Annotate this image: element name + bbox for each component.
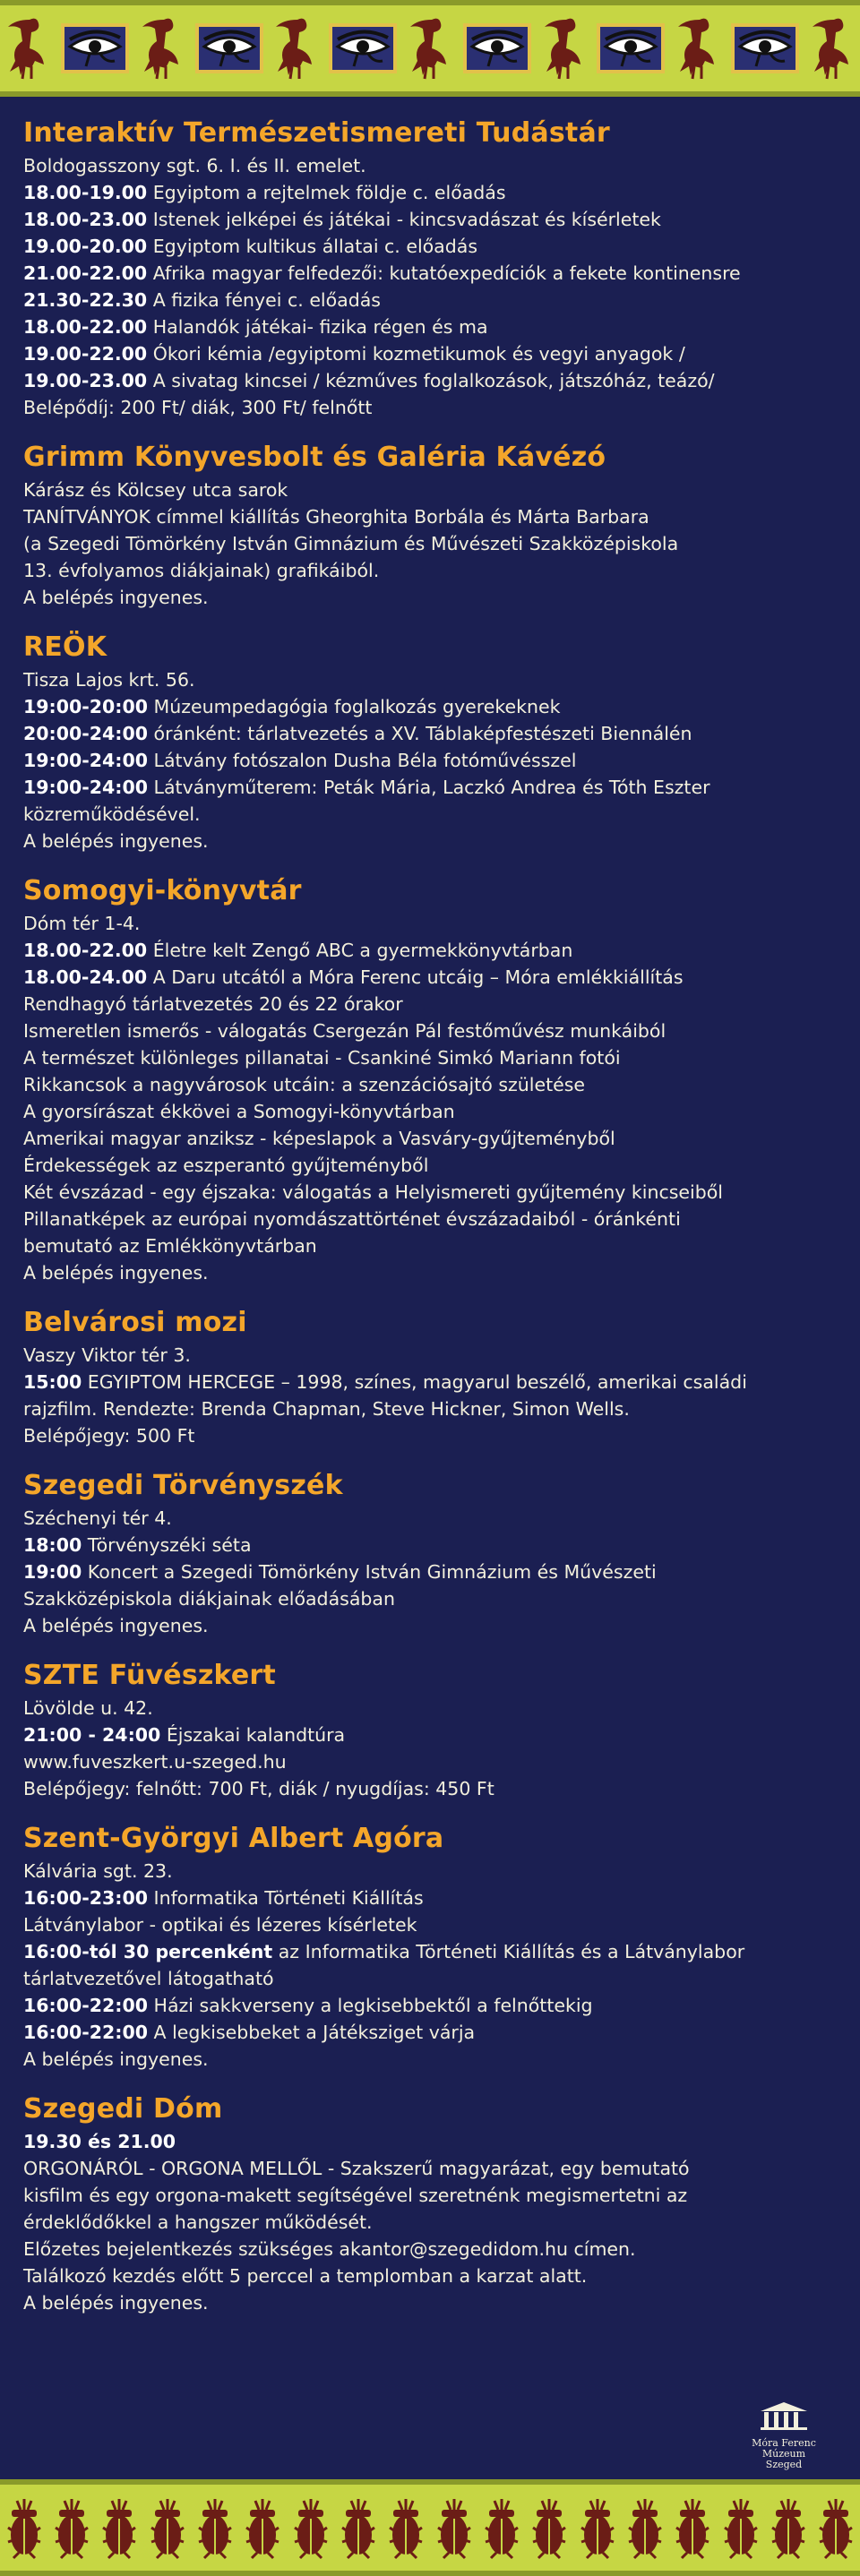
program-text: A belépés ingyenes. xyxy=(23,830,209,852)
program-line xyxy=(23,2263,838,2289)
eye-of-horus-icon xyxy=(327,21,399,75)
venue-section xyxy=(23,2092,838,2316)
museum-logo xyxy=(735,2400,833,2472)
program-text: kisfilm és egy orgona-makett segítségével szeretnénk megismertetni az xyxy=(23,2185,688,2206)
scarab-icon xyxy=(148,2492,187,2563)
program-time: 15:00 xyxy=(23,1371,82,1393)
program-text: Két évszázad - egy éjszaka: válogatás a Helyismereti gyűjtemény kincseiből xyxy=(23,1181,723,1203)
scarab-icon xyxy=(99,2492,139,2563)
program-text: Múzeumpedagógia foglalkozás gyerekeknek xyxy=(153,696,561,717)
scarab-icon xyxy=(578,2492,617,2563)
program-time: 18.00-23.00 xyxy=(23,209,148,230)
scarab-icon xyxy=(673,2492,712,2563)
museum-columns-icon xyxy=(735,2400,833,2438)
program-text: A gyorsírászat ékkövei a Somogyi-könyvtárban xyxy=(23,1101,455,1122)
program-time: 19:00 xyxy=(23,1561,82,1583)
program-text: TANÍTVÁNYOK címmel kiállítás Gheorghita Borbála és Márta Barbara xyxy=(23,506,649,528)
program-text: Ókori kémia /egyiptomi kozmetikumok és vegyi anyagok / xyxy=(152,343,685,365)
scarab-icon xyxy=(195,2492,235,2563)
program-line xyxy=(23,1071,838,1098)
program-text: Vaszy Viktor tér 3. xyxy=(23,1344,191,1366)
venue-section xyxy=(23,874,838,1286)
program-time: 21.00-22.00 xyxy=(23,262,148,284)
program-text: Informatika Történeti Kiállítás xyxy=(153,1887,424,1909)
program-text: A belépés ingyenes. xyxy=(23,1262,209,1284)
program-text: az Informatika Történeti Kiállítás és a Látványlabor xyxy=(278,1941,745,1962)
program-text: A belépés ingyenes. xyxy=(23,1615,209,1636)
program-text: A legkisebbeket a Játéksziget várja xyxy=(153,2022,476,2043)
program-text: Látványműterem: Peták Mária, Laczkó Andrea és Tóth Eszter xyxy=(153,777,710,798)
program-line xyxy=(23,1505,838,1532)
scarab-icon xyxy=(625,2492,665,2563)
program-text: Érdekességek az eszperantó gyűjteményből xyxy=(23,1155,429,1176)
program-line xyxy=(23,2236,838,2263)
program-time: 16:00-23:00 xyxy=(23,1887,149,1909)
program-text: Halandók játékai- fizika régen és ma xyxy=(152,316,488,338)
program-line xyxy=(23,720,838,747)
scarab-icon xyxy=(769,2492,808,2563)
scarab-icon xyxy=(529,2492,569,2563)
program-line xyxy=(23,1152,838,1179)
scarab-icon xyxy=(243,2492,282,2563)
program-line xyxy=(23,1232,838,1259)
program-time: 18:00 xyxy=(23,1534,82,1556)
ibis-icon xyxy=(807,13,857,84)
program-text: Házi sakkverseny a legkisebbektől a felnőttekig xyxy=(153,1995,593,2016)
program-text: (a Szegedi Tömörkény István Gimnázium és Művészeti Szakközépiskola xyxy=(23,533,679,554)
program-line xyxy=(23,179,838,206)
program-text: Kárász és Kölcsey utca sarok xyxy=(23,479,288,501)
program-line xyxy=(23,287,838,313)
program-text: A fizika fényei c. előadás xyxy=(152,289,381,311)
program-line xyxy=(23,2155,838,2182)
venue-title: Szent-Györgyi Albert Agóra xyxy=(23,1823,444,1854)
program-time: 19.30 és 21.00 xyxy=(23,2131,176,2152)
venue-section xyxy=(23,1469,838,1639)
program-time: 19.00-20.00 xyxy=(23,236,148,257)
program-line xyxy=(23,313,838,340)
program-text: ORGONÁRÓL - ORGONA MELLŐL - Szakszerű magyarázat, egy bemutató xyxy=(23,2158,690,2179)
program-line xyxy=(23,233,838,260)
program-line xyxy=(23,747,838,774)
program-line xyxy=(23,1125,838,1152)
program-line xyxy=(23,1695,838,1722)
program-text: Tisza Lajos krt. 56. xyxy=(23,669,195,691)
program-line xyxy=(23,1342,838,1369)
program-time: 16:00-tól 30 percenként xyxy=(23,1941,273,1962)
program-line xyxy=(23,584,838,611)
program-time: 19.00-23.00 xyxy=(23,370,148,391)
program-text: Szakközépiskola diákjainak előadásában xyxy=(23,1588,395,1610)
scarab-icon xyxy=(4,2492,44,2563)
eye-of-horus-icon xyxy=(729,21,801,75)
program-line xyxy=(23,1532,838,1558)
program-text: Pillanatképek az európai nyomdászattörténet évszázadaiból - óránkénti xyxy=(23,1208,681,1230)
program-line xyxy=(23,1179,838,1206)
top-border-band xyxy=(0,0,860,97)
program-text: www.fuveszkert.u-szeged.hu xyxy=(23,1751,287,1773)
program-text: Belépőjegy: 500 Ft xyxy=(23,1425,195,1447)
scarab-icon xyxy=(339,2492,378,2563)
program-time: 20:00-24:00 xyxy=(23,723,149,744)
program-line xyxy=(23,964,838,991)
program-line xyxy=(23,2182,838,2209)
scarab-icon xyxy=(386,2492,426,2563)
program-text: bemutató az Emlékkönyvtárban xyxy=(23,1235,317,1257)
program-line xyxy=(23,1748,838,1775)
program-text: érdeklődőkkel a hangszer működését. xyxy=(23,2211,373,2233)
program-line xyxy=(23,2046,838,2073)
program-line xyxy=(23,557,838,584)
program-text: A természet különleges pillanatai - Csankiné Simkó Mariann fotói xyxy=(23,1047,621,1069)
program-line xyxy=(23,1395,838,1422)
program-line xyxy=(23,152,838,179)
venue-section xyxy=(23,1306,838,1449)
program-line xyxy=(23,340,838,367)
program-line xyxy=(23,2019,838,2046)
scarab-icon xyxy=(816,2492,856,2563)
program-time: 16:00-22:00 xyxy=(23,2022,149,2043)
program-text: Látvány fotószalon Dusha Béla fotóművésszel xyxy=(153,750,577,771)
scarab-icon xyxy=(52,2492,91,2563)
program-text: Rendhagyó tárlatvezetés 20 és 22 órakor xyxy=(23,993,403,1015)
program-text: Belépőjegy: felnőtt: 700 Ft, diák / nyugdíjas: 450 Ft xyxy=(23,1778,494,1799)
program-line xyxy=(23,1938,838,1965)
museum-logo-city: Szeged xyxy=(765,2459,803,2470)
program-line xyxy=(23,530,838,557)
program-line xyxy=(23,1422,838,1449)
program-text: A Daru utcától a Móra Ferenc utcáig – Móra emlékkiállítás xyxy=(152,966,684,988)
program-text: EGYIPTOM HERCEGE – 1998, színes, magyarul beszélő, amerikai családi xyxy=(87,1371,747,1393)
program-line xyxy=(23,1858,838,1885)
program-text: Éjszakai kalandtúra xyxy=(166,1724,346,1746)
museum-logo-name: Móra Ferenc Múzeum xyxy=(752,2437,816,2460)
program-time: 18.00-24.00 xyxy=(23,966,148,988)
scarab-icon xyxy=(434,2492,474,2563)
program-text: Széchenyi tér 4. xyxy=(23,1507,172,1529)
program-line xyxy=(23,394,838,421)
program-text: rajzfilm. Rendezte: Brenda Chapman, Steve Hickner, Simon Wells. xyxy=(23,1398,630,1420)
eye-of-horus-icon xyxy=(461,21,533,75)
program-text: Találkozó kezdés előtt 5 perccel a templomban a karzat alatt. xyxy=(23,2265,588,2287)
program-line xyxy=(23,1558,838,1585)
program-time: 21.30-22.30 xyxy=(23,289,148,311)
program-line xyxy=(23,1044,838,1071)
program-line xyxy=(23,1911,838,1938)
program-line xyxy=(23,828,838,854)
ibis-icon xyxy=(137,13,187,84)
program-text: Koncert a Szegedi Tömörkény István Gimnázium és Művészeti xyxy=(87,1561,657,1583)
scarab-icon xyxy=(482,2492,521,2563)
program-text: közreműködésével. xyxy=(23,803,201,825)
program-text: A belépés ingyenes. xyxy=(23,2292,209,2314)
program-text: tárlatvezetővel látogatható xyxy=(23,1968,274,1989)
venue-title: SZTE Füvészkert xyxy=(23,1660,276,1691)
program-line xyxy=(23,774,838,801)
program-text: 13. évfolyamos diákjainak) grafikáiból. xyxy=(23,560,380,581)
ibis-icon xyxy=(673,13,723,84)
program-line xyxy=(23,1885,838,1911)
program-line xyxy=(23,1369,838,1395)
program-line xyxy=(23,693,838,720)
program-content xyxy=(23,116,838,2336)
program-text: Látványlabor - optikai és lézeres kísérletek xyxy=(23,1914,417,1936)
eye-of-horus-icon xyxy=(59,21,131,75)
program-line xyxy=(23,1722,838,1748)
venue-title: Somogyi-könyvtár xyxy=(23,875,302,906)
venue-title: Belvárosi mozi xyxy=(23,1307,247,1338)
program-text: Belépődíj: 200 Ft/ diák, 300 Ft/ felnőtt xyxy=(23,397,373,418)
program-line xyxy=(23,367,838,394)
program-line xyxy=(23,1206,838,1232)
program-line xyxy=(23,801,838,828)
program-line xyxy=(23,2209,838,2236)
program-line xyxy=(23,206,838,233)
venue-title: Szegedi Dóm xyxy=(23,2093,223,2125)
program-text: Kálvária sgt. 23. xyxy=(23,1860,173,1882)
program-text: Amerikai magyar anziksz - képeslapok a Vasváry-gyűjteményből xyxy=(23,1128,615,1149)
program-text: A sivatag kincsei / kézműves foglalkozások, játszóház, teázó/ xyxy=(152,370,715,391)
program-line xyxy=(23,1098,838,1125)
ibis-icon xyxy=(271,13,321,84)
venue-title: Grimm Könyvesbolt és Galéria Kávézó xyxy=(23,442,606,473)
program-time: 18.00-19.00 xyxy=(23,182,148,203)
program-line xyxy=(23,910,838,937)
venue-title: Interaktív Természetismereti Tudástár xyxy=(23,117,610,149)
program-text: Afrika magyar felfedezői: kutatóexpedíciók a fekete kontinensre xyxy=(152,262,741,284)
program-text: Életre kelt Zengő ABC a gyermekkönyvtárban xyxy=(152,940,573,961)
program-time: 19:00-20:00 xyxy=(23,696,149,717)
venue-title: Szegedi Törvényszék xyxy=(23,1470,343,1501)
program-line xyxy=(23,477,838,503)
program-text: Ismeretlen ismerős - válogatás Csergezán Pál festőművész munkáiból xyxy=(23,1020,666,1042)
scarab-icon xyxy=(721,2492,761,2563)
venue-section xyxy=(23,1822,838,2073)
ibis-icon xyxy=(3,13,53,84)
program-line xyxy=(23,1259,838,1286)
program-time: 21:00 - 24:00 xyxy=(23,1724,161,1746)
program-text: Lövölde u. 42. xyxy=(23,1697,153,1719)
program-line xyxy=(23,260,838,287)
venue-section xyxy=(23,441,838,611)
scarab-icon xyxy=(291,2492,331,2563)
program-time: 19:00-24:00 xyxy=(23,750,149,771)
program-text: Egyiptom kultikus állatai c. előadás xyxy=(152,236,477,257)
ibis-icon xyxy=(405,13,455,84)
program-line xyxy=(23,1992,838,2019)
venue-section xyxy=(23,116,838,421)
program-time: 19:00-24:00 xyxy=(23,777,149,798)
program-text: Egyiptom a rejtelmek földje c. előadás xyxy=(152,182,506,203)
program-time: 18.00-22.00 xyxy=(23,316,148,338)
program-text: Boldogasszony sgt. 6. I. és II. emelet. xyxy=(23,155,366,176)
eye-of-horus-icon xyxy=(595,21,666,75)
program-text: Dóm tér 1-4. xyxy=(23,913,141,934)
program-line xyxy=(23,2289,838,2316)
venue-section xyxy=(23,631,838,854)
program-line xyxy=(23,1018,838,1044)
eye-of-horus-icon xyxy=(194,21,265,75)
bottom-border-band xyxy=(0,2479,860,2576)
program-text: A belépés ingyenes. xyxy=(23,2048,209,2070)
program-line xyxy=(23,1585,838,1612)
program-time: 18.00-22.00 xyxy=(23,940,148,961)
venue-title: REÖK xyxy=(23,631,108,663)
ibis-icon xyxy=(539,13,589,84)
program-text: A belépés ingyenes. xyxy=(23,587,209,608)
program-line xyxy=(23,503,838,530)
venue-section xyxy=(23,1659,838,1802)
program-time: 19.00-22.00 xyxy=(23,343,148,365)
program-line xyxy=(23,937,838,964)
program-line xyxy=(23,666,838,693)
program-text: Törvényszéki séta xyxy=(87,1534,252,1556)
program-line xyxy=(23,1612,838,1639)
program-line xyxy=(23,1965,838,1992)
program-text: óránként: tárlatvezetés a XV. Táblaképfestészeti Biennálén xyxy=(153,723,692,744)
program-line xyxy=(23,1775,838,1802)
program-time: 16:00-22:00 xyxy=(23,1995,149,2016)
program-text: Előzetes bejelentkezés szükséges akantor@szegedidom.hu címen. xyxy=(23,2238,636,2260)
program-line xyxy=(23,2128,838,2155)
program-text: Rikkancsok a nagyvárosok utcáin: a szenzációsajtó születése xyxy=(23,1074,586,1095)
program-text: Istenek jelképei és játékai - kincsvadászat és kísérletek xyxy=(152,209,661,230)
program-line xyxy=(23,991,838,1018)
